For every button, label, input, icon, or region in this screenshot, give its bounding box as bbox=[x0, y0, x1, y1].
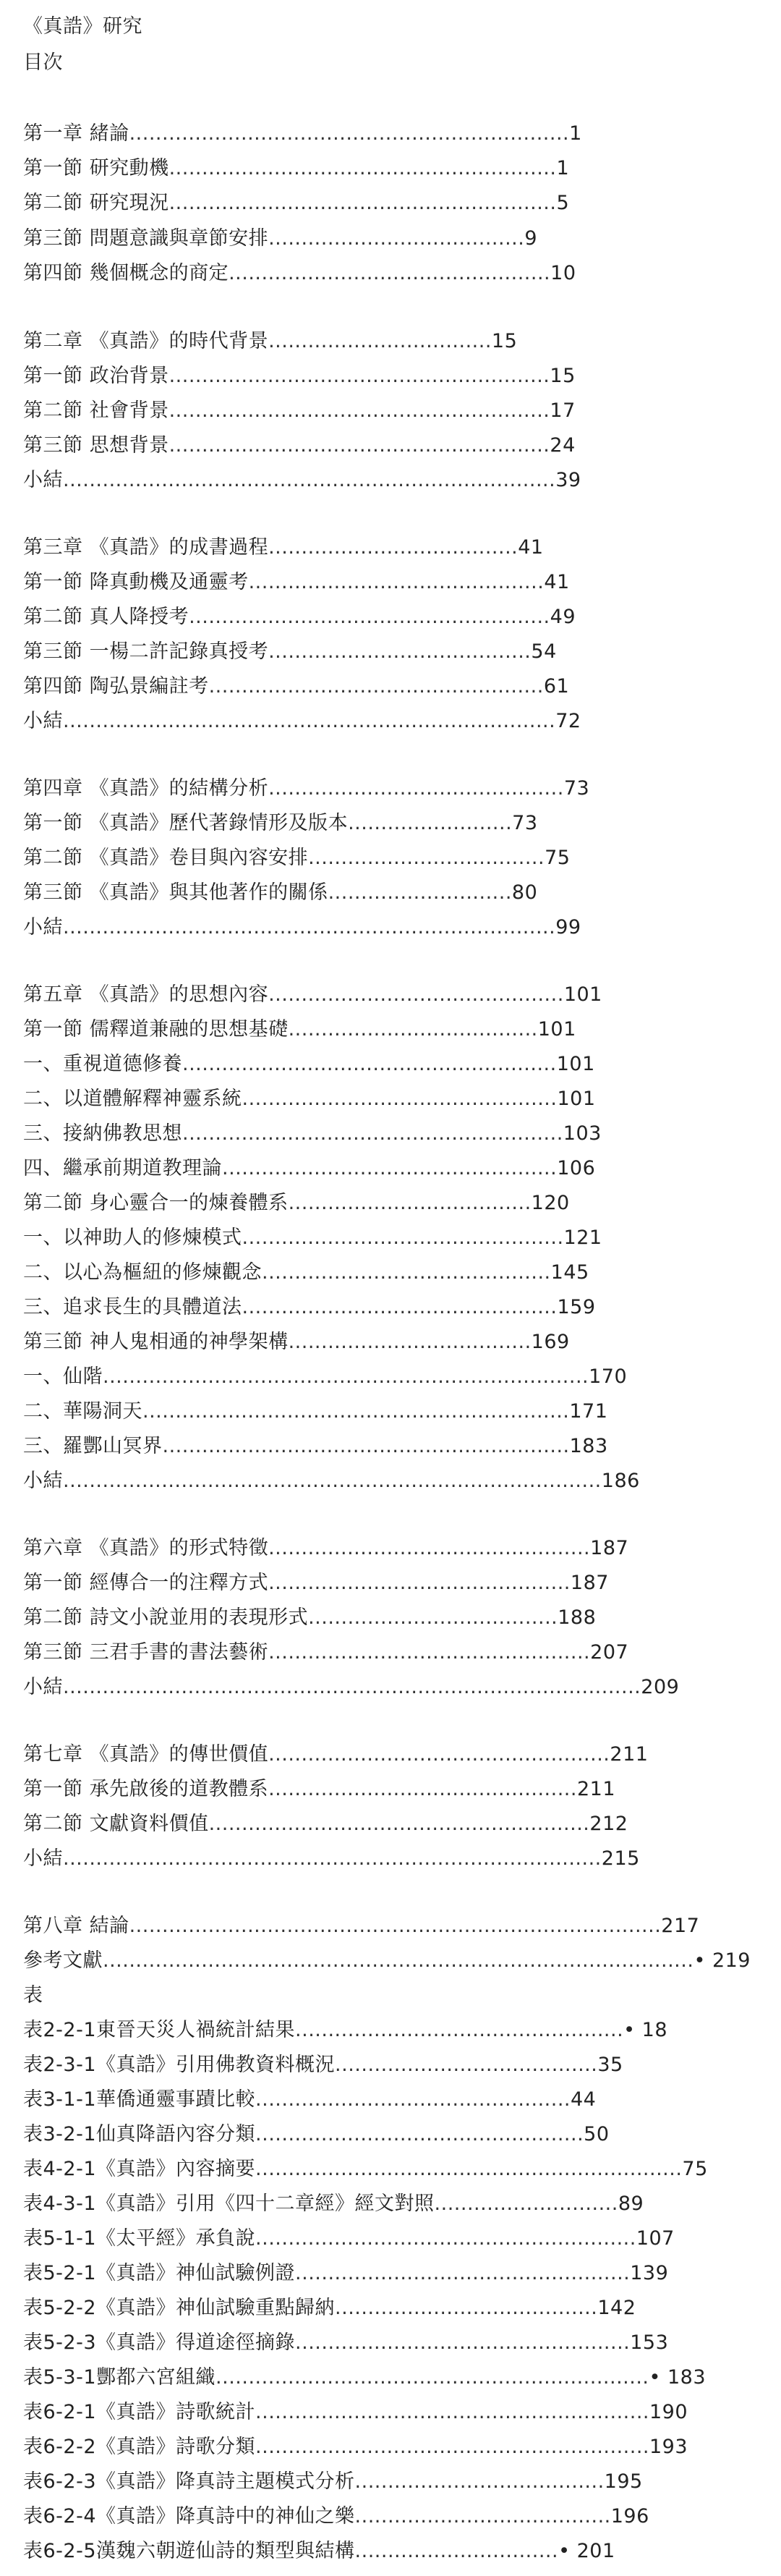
toc-entry bbox=[23, 2365, 706, 2390]
toc-entry-page: 106 bbox=[557, 1157, 596, 1179]
toc-entry-page: 188 bbox=[558, 1606, 597, 1629]
toc-entry-leader: ............................................................ bbox=[255, 2436, 649, 2458]
toc-entry-page: 49 bbox=[550, 606, 576, 628]
toc-entry-page: 41 bbox=[544, 571, 570, 593]
toc-entry-page: 35 bbox=[597, 2054, 623, 2076]
toc-entry-page: 41 bbox=[518, 536, 544, 559]
toc-entry-leader: ................................................... bbox=[295, 2331, 631, 2354]
toc-entry-leader: .......................................................... bbox=[182, 1122, 563, 1145]
toc-entry-page: 120 bbox=[531, 1192, 570, 1214]
toc-entry-label: 第二節 文獻資料價值 bbox=[23, 1813, 209, 1835]
toc-entry bbox=[23, 191, 569, 216]
toc-entry-label: 表 bbox=[23, 1984, 43, 2007]
toc-entry-leader: ....................................... bbox=[268, 227, 525, 250]
toc-entry-page: 15 bbox=[491, 330, 518, 352]
toc-entry-label: 第三節 問題意識與章節安排 bbox=[23, 227, 269, 250]
toc-entry bbox=[23, 433, 576, 458]
toc-entry bbox=[23, 1675, 679, 1700]
toc-entry bbox=[23, 1052, 595, 1077]
toc-entry-page: 101 bbox=[537, 1018, 576, 1041]
toc-entry-label: 小結 bbox=[23, 710, 63, 732]
toc-entry-page: 195 bbox=[604, 2470, 643, 2493]
toc-entry-label: 表3-2-1仙真降語內容分類 bbox=[23, 2123, 256, 2145]
toc-entry-leader: ......................................................... bbox=[182, 1053, 557, 1075]
toc-entry-label: 表6-2-2《真誥》詩歌分類 bbox=[23, 2436, 256, 2458]
toc-entry-leader: ................................................. bbox=[242, 1226, 564, 1249]
toc-entry bbox=[23, 846, 570, 870]
toc-entry-leader: ............................................. bbox=[268, 777, 564, 800]
toc-entry-page: • 201 bbox=[558, 2540, 615, 2562]
toc-entry-page: 153 bbox=[630, 2331, 669, 2354]
toc-entry-label: 二、以心為樞紐的修煉觀念 bbox=[23, 1261, 262, 1284]
toc-entry-page: 169 bbox=[531, 1331, 570, 1353]
toc-entry bbox=[23, 2157, 708, 2182]
toc-entry-leader: ................................................... bbox=[222, 1157, 558, 1179]
toc-entry-page: 217 bbox=[661, 1915, 700, 1937]
toc-entry-label: 三、追求長生的具體道法 bbox=[23, 1296, 242, 1318]
toc-entry-leader: .................................... bbox=[308, 847, 545, 869]
toc-entry bbox=[23, 226, 537, 251]
toc-entry-page: 187 bbox=[570, 1572, 609, 1594]
toc-entry-page: 75 bbox=[682, 2158, 708, 2180]
toc-entry-page: 193 bbox=[649, 2436, 688, 2458]
toc-entry-page: 24 bbox=[550, 434, 576, 457]
toc-entry bbox=[23, 674, 569, 699]
toc-entry bbox=[23, 2400, 688, 2425]
toc-entry bbox=[23, 2539, 615, 2564]
toc-entry-leader: .......................................................................... bbox=[103, 1365, 589, 1388]
toc-entry-label: 表3-1-1華僑通靈事蹟比較 bbox=[23, 2088, 256, 2111]
toc-entry bbox=[23, 156, 569, 181]
toc-entry-label: 三、接納佛教思想 bbox=[23, 1122, 182, 1145]
toc-entry-label: 第二節 真人降授考 bbox=[23, 606, 189, 628]
toc-entry-leader: ..................................... bbox=[288, 1331, 532, 1353]
toc-entry bbox=[23, 2261, 668, 2286]
toc-entry bbox=[23, 1606, 596, 1630]
toc-entry-page: 9 bbox=[524, 227, 537, 250]
toc-entry-label: 第四節 幾個概念的商定 bbox=[23, 262, 229, 284]
toc-entry-label: 表5-2-3《真誥》得道途徑摘錄 bbox=[23, 2331, 296, 2354]
toc-entry-label: 第七章 《真誥》的傳世價值 bbox=[23, 1743, 269, 1766]
toc-entry bbox=[23, 1122, 602, 1146]
toc-entry bbox=[23, 1914, 699, 1939]
toc-entry-page: 209 bbox=[641, 1676, 680, 1698]
toc-entry-leader: ..................................... bbox=[288, 1192, 532, 1214]
toc-entry-label: 表6-2-1《真誥》詩歌統計 bbox=[23, 2401, 256, 2423]
toc-entry-label: 小結 bbox=[23, 1470, 63, 1492]
toc-entry-leader: ................................................................... bbox=[129, 122, 570, 145]
toc-entry-page: 73 bbox=[512, 812, 538, 834]
toc-entry bbox=[23, 881, 537, 905]
toc-entry-page: • 183 bbox=[649, 2366, 707, 2389]
toc-entry-label: 第一節 研究動機 bbox=[23, 157, 169, 179]
toc-entry-page: 54 bbox=[531, 640, 557, 663]
toc-entry bbox=[23, 983, 602, 1007]
toc-entry-leader: .......................................................................................... bbox=[103, 1949, 694, 1972]
toc-entry-page: 159 bbox=[557, 1296, 596, 1318]
toc-entry-leader: .......................................................... bbox=[168, 365, 550, 387]
toc-entry bbox=[23, 1536, 628, 1561]
toc-entry-page: 139 bbox=[630, 2262, 669, 2284]
toc-entry bbox=[23, 1742, 648, 1767]
toc-entry-leader: .......................................................... bbox=[168, 434, 550, 457]
toc-entry-leader: .......................................................... bbox=[255, 2227, 636, 2250]
toc-entry-label: 表2-2-1東晉天災人禍統計結果 bbox=[23, 2019, 296, 2041]
toc-entry-leader: ........................................ bbox=[268, 640, 532, 663]
toc-entry bbox=[23, 1434, 608, 1459]
toc-entry-leader: .............................................................. bbox=[162, 1435, 570, 1457]
toc-entry bbox=[23, 1261, 589, 1285]
toc-entry-leader: ........................................................................................ bbox=[63, 1676, 641, 1698]
toc-entry bbox=[23, 605, 576, 630]
toc-entry-label: 第四節 陶弘景編註考 bbox=[23, 675, 209, 698]
toc-entry-label: 表4-3-1《真誥》引用《四十二章經》經文對照 bbox=[23, 2192, 435, 2215]
toc-entry-leader: ........................................................................... bbox=[63, 710, 556, 732]
toc-entry-leader: ............................ bbox=[434, 2192, 618, 2215]
toc-entry-label: 三、羅酆山冥界 bbox=[23, 1435, 163, 1457]
toc-entry-leader: ................................................................. bbox=[142, 1400, 570, 1423]
toc-entry-leader: .......................................................... bbox=[208, 1813, 590, 1835]
toc-entry bbox=[23, 1812, 628, 1836]
toc-entry-label: 第三節 思想背景 bbox=[23, 434, 169, 457]
toc-entry-leader: ........................................................................... bbox=[63, 916, 556, 939]
toc-entry-leader: ............................................. bbox=[268, 983, 564, 1006]
toc-entry-page: 101 bbox=[563, 983, 602, 1006]
toc-entry-leader: .................................................................. bbox=[215, 2366, 649, 2389]
toc-entry-leader: ...................................... bbox=[308, 1606, 558, 1629]
toc-entry-page: 101 bbox=[556, 1053, 595, 1075]
toc-entry bbox=[23, 1295, 596, 1320]
toc-entry-page: 72 bbox=[555, 710, 581, 732]
toc-entry-page: 183 bbox=[569, 1435, 608, 1457]
toc-entry-page: • 18 bbox=[623, 2019, 668, 2041]
toc-entry-page: 207 bbox=[590, 1641, 629, 1664]
toc-entry bbox=[23, 811, 538, 836]
toc-entry-page: 211 bbox=[610, 1743, 649, 1766]
toc-entry bbox=[23, 2227, 675, 2251]
toc-entry-page: 190 bbox=[649, 2401, 688, 2423]
toc-entry bbox=[23, 2331, 668, 2355]
toc-entry-page: 99 bbox=[555, 916, 581, 939]
toc-entry-label: 表6-2-3《真誥》降真詩主題模式分析 bbox=[23, 2470, 355, 2493]
toc-entry-label: 第一節 承先啟後的道教體系 bbox=[23, 1778, 269, 1800]
document-title: 《真誥》研究 bbox=[23, 15, 142, 38]
toc-entry-leader: .................................................................................. bbox=[63, 1847, 602, 1870]
toc-entry-leader: ....................................................... bbox=[189, 606, 550, 628]
toc-entry-label: 表6-2-4《真誥》降真詩中的神仙之樂 bbox=[23, 2505, 355, 2528]
toc-entry bbox=[23, 468, 581, 493]
toc-entry-label: 一、仙階 bbox=[23, 1365, 103, 1388]
toc-entry-label: 參考文獻 bbox=[23, 1949, 103, 1972]
toc-entry bbox=[23, 2192, 644, 2216]
toc-entry-leader: .................................. bbox=[268, 330, 492, 352]
toc-entry bbox=[23, 1571, 609, 1596]
toc-entry-label: 小結 bbox=[23, 916, 63, 939]
toc-entry bbox=[23, 2470, 643, 2494]
toc-entry-label: 第五章 《真誥》的思想內容 bbox=[23, 983, 269, 1006]
toc-entry-label: 第一節 經傳合一的注釋方式 bbox=[23, 1572, 269, 1594]
toc-heading: 目次 bbox=[23, 51, 63, 74]
toc-entry bbox=[23, 2018, 667, 2043]
toc-entry-leader: ............................................... bbox=[268, 1778, 577, 1800]
toc-entry-leader: ............................................ bbox=[262, 1261, 551, 1284]
toc-entry-leader: .......................................................... bbox=[168, 399, 550, 422]
toc-entry bbox=[23, 2088, 596, 2112]
toc-entry-page: 145 bbox=[550, 1261, 589, 1284]
toc-entry-label: 第二章 《真誥》的時代背景 bbox=[23, 330, 269, 352]
toc-entry bbox=[23, 709, 581, 734]
toc-entry bbox=[23, 364, 576, 389]
toc-entry-leader: ................................................. bbox=[229, 262, 551, 284]
toc-entry-label: 二、華陽洞天 bbox=[23, 1400, 142, 1423]
toc-entry bbox=[23, 399, 576, 423]
toc-entry-label: 小結 bbox=[23, 1676, 63, 1698]
toc-entry-page: 211 bbox=[576, 1778, 616, 1800]
toc-entry-page: 196 bbox=[610, 2505, 649, 2528]
toc-entry-label: 表5-1-1《太平經》承負說 bbox=[23, 2227, 256, 2250]
toc-entry-leader: .................................................. bbox=[295, 2019, 624, 2041]
toc-entry-label: 第三節 三君手書的書法藝術 bbox=[23, 1641, 269, 1664]
toc-entry-leader: ............................... bbox=[354, 2540, 559, 2562]
toc-entry-page: 1 bbox=[556, 157, 570, 179]
toc-entry bbox=[23, 1847, 640, 1871]
toc-entry-leader: ............................ bbox=[328, 881, 512, 904]
toc-entry-leader: .................................................... bbox=[268, 1743, 610, 1766]
toc-entry bbox=[23, 2053, 623, 2077]
toc-entry bbox=[23, 261, 576, 286]
toc-entry-leader: ................................................................................. bbox=[129, 1915, 662, 1937]
toc-entry-label: 一、重視道德修養 bbox=[23, 1053, 182, 1075]
toc-entry-page: 17 bbox=[550, 399, 576, 422]
toc-entry-leader: ........................................ bbox=[335, 2297, 598, 2319]
toc-entry-leader: ........................................ bbox=[335, 2054, 598, 2076]
toc-entry-leader: ............................................................ bbox=[255, 2401, 649, 2423]
toc-entry-page: 89 bbox=[618, 2192, 644, 2215]
toc-entry-label: 第三節 《真誥》與其他著作的關係 bbox=[23, 881, 328, 904]
toc-entry-leader: ........................................................... bbox=[168, 157, 557, 179]
toc-entry-page: 5 bbox=[556, 192, 570, 214]
toc-entry-page: 10 bbox=[550, 262, 576, 284]
toc-entry bbox=[23, 1949, 751, 1973]
toc-entry-page: 50 bbox=[584, 2123, 610, 2145]
toc-entry-label: 第六章 《真誥》的形式特徵 bbox=[23, 1537, 269, 1559]
toc-entry-page: 142 bbox=[597, 2297, 636, 2319]
toc-entry-label: 表5-2-2《真誥》神仙試驗重點歸納 bbox=[23, 2297, 336, 2319]
toc-entry bbox=[23, 1087, 596, 1111]
toc-entry bbox=[23, 329, 517, 354]
toc-entry-leader: ................................................ bbox=[255, 2088, 571, 2111]
toc-entry-label: 第二節 社會背景 bbox=[23, 399, 169, 422]
toc-entry bbox=[23, 776, 589, 801]
toc-entry-page: 186 bbox=[601, 1470, 640, 1492]
toc-entry-page: 212 bbox=[589, 1813, 628, 1835]
toc-entry-leader: ......................... bbox=[348, 812, 513, 834]
toc-entry-label: 第一節 儒釋道兼融的思想基礎 bbox=[23, 1018, 289, 1041]
toc-entry-label: 小結 bbox=[23, 1847, 63, 1870]
toc-entry bbox=[23, 915, 581, 940]
toc-entry-label: 表2-3-1《真誥》引用佛教資料概況 bbox=[23, 2054, 336, 2076]
toc-entry-label: 表6-2-5漢魏六朝遊仙詩的類型與結構 bbox=[23, 2540, 355, 2562]
toc-entry-leader: ........................................................... bbox=[168, 192, 557, 214]
toc-entry bbox=[23, 2504, 649, 2529]
toc-entry-label: 二、以道體解釋神靈系統 bbox=[23, 1088, 242, 1110]
toc-entry bbox=[23, 1156, 595, 1181]
toc-entry-page: 80 bbox=[511, 881, 538, 904]
toc-entry-page: 61 bbox=[543, 675, 570, 698]
toc-entry bbox=[23, 1330, 570, 1355]
toc-entry bbox=[23, 1469, 640, 1494]
toc-entry-label: 一、以神助人的修煉模式 bbox=[23, 1226, 242, 1249]
toc-entry bbox=[23, 535, 544, 560]
toc-entry-leader: .............................................. bbox=[268, 1572, 571, 1594]
toc-entry-label: 表5-2-1《真誥》神仙試驗例證 bbox=[23, 2262, 296, 2284]
toc-entry bbox=[23, 2296, 636, 2321]
toc-entry-page: 1 bbox=[569, 122, 582, 145]
toc-entry bbox=[23, 1191, 570, 1216]
toc-entry bbox=[23, 1399, 607, 1424]
toc-entry-page: 215 bbox=[601, 1847, 640, 1870]
toc-entry-label: 第一節 《真誥》歷代著錄情形及版本 bbox=[23, 812, 349, 834]
toc-entry-label: 第一章 緒論 bbox=[23, 122, 129, 145]
toc-entry-label: 第三節 一楊二許記錄真授考 bbox=[23, 640, 269, 663]
toc-entry-leader: ................................................. bbox=[268, 1641, 591, 1664]
toc-entry-page: 103 bbox=[563, 1122, 602, 1145]
toc-entry bbox=[23, 2122, 610, 2147]
toc-entry-page: 73 bbox=[563, 777, 590, 800]
toc-entry-label: 第二節 《真誥》卷目與內容安排 bbox=[23, 847, 309, 869]
toc-entry-label: 小結 bbox=[23, 469, 63, 491]
toc-entry-leader: ........................................................................... bbox=[63, 469, 556, 491]
toc-entry-page: 107 bbox=[636, 2227, 675, 2250]
toc-entry bbox=[23, 1017, 576, 1042]
toc-entry-page: 171 bbox=[569, 1400, 608, 1423]
toc-entry-page: 75 bbox=[545, 847, 571, 869]
toc-entry-leader: ................................................................. bbox=[255, 2158, 683, 2180]
toc-entry-leader: ...................................... bbox=[288, 1018, 538, 1041]
toc-entry-page: • 219 bbox=[693, 1949, 751, 1972]
toc-entry-leader: ................................................... bbox=[295, 2262, 631, 2284]
toc-entry-leader: ....................................... bbox=[354, 2505, 611, 2528]
toc-entry bbox=[23, 640, 557, 664]
toc-entry-page: 101 bbox=[557, 1088, 596, 1110]
toc-entry-label: 第二節 身心靈合一的煉養體系 bbox=[23, 1192, 289, 1214]
toc-entry-leader: .................................................. bbox=[255, 2123, 584, 2145]
toc-entry-leader: ................................................ bbox=[242, 1088, 558, 1110]
toc-entry-leader: ...................................... bbox=[354, 2470, 605, 2493]
toc-entry-leader: ............................................. bbox=[248, 571, 545, 593]
toc-entry bbox=[23, 570, 570, 595]
toc-entry-label: 第一節 降真動機及通靈考 bbox=[23, 571, 249, 593]
toc-entry-page: 170 bbox=[589, 1365, 628, 1388]
toc-entry bbox=[23, 1226, 602, 1250]
toc-entry-label: 第三節 神人鬼相通的神學架構 bbox=[23, 1331, 289, 1353]
toc-entry-label: 四、繼承前期道教理論 bbox=[23, 1157, 222, 1179]
toc-entry bbox=[23, 1640, 628, 1665]
toc-entry-label: 表5-3-1酆都六宮組織 bbox=[23, 2366, 216, 2389]
toc-entry bbox=[23, 1983, 43, 2008]
toc-entry-page: 39 bbox=[555, 469, 581, 491]
toc-entry-page: 44 bbox=[571, 2088, 597, 2111]
toc-entry-label: 第二節 研究現況 bbox=[23, 192, 169, 214]
toc-entry-leader: ...................................... bbox=[268, 536, 518, 559]
toc-entry bbox=[23, 1777, 615, 1802]
toc-entry-label: 第一節 政治背景 bbox=[23, 365, 169, 387]
toc-entry-page: 15 bbox=[550, 365, 576, 387]
toc-entry-label: 第三章 《真誥》的成書過程 bbox=[23, 536, 269, 559]
toc-entry-page: 121 bbox=[563, 1226, 602, 1249]
toc-entry-label: 第二節 詩文小說並用的表現形式 bbox=[23, 1606, 309, 1629]
toc-entry-label: 表4-2-1《真誥》內容摘要 bbox=[23, 2158, 256, 2180]
toc-entry bbox=[23, 2435, 688, 2460]
toc-entry bbox=[23, 122, 582, 146]
toc-entry-leader: ................................................... bbox=[208, 675, 544, 698]
toc-entry-label: 第八章 結論 bbox=[23, 1915, 129, 1937]
toc-entry-label: 第四章 《真誥》的結構分析 bbox=[23, 777, 269, 800]
toc-entry bbox=[23, 1365, 627, 1389]
toc-entry-leader: .................................................................................. bbox=[63, 1470, 602, 1492]
toc-entry-leader: ................................................ bbox=[242, 1296, 558, 1318]
toc-entry-page: 187 bbox=[590, 1537, 629, 1559]
toc-entry-leader: ................................................. bbox=[268, 1537, 591, 1559]
